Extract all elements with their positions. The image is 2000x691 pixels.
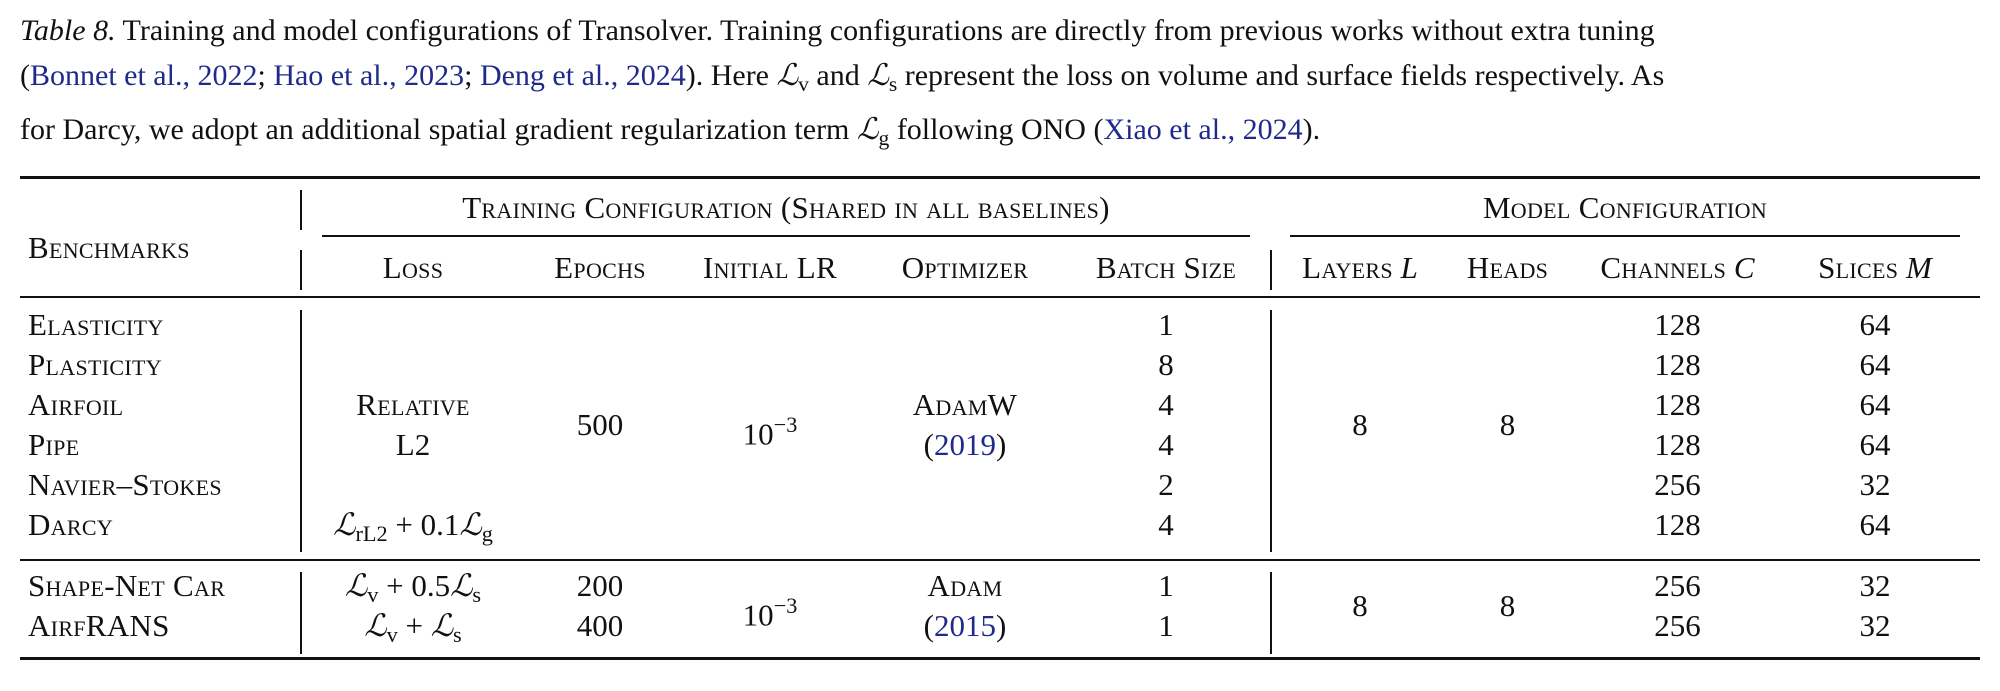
group1-heads: 8 — [1499, 407, 1516, 442]
header-optimizer: Optimizer — [901, 250, 1029, 285]
batch-shapenet-car: 1 — [1158, 568, 1174, 603]
header-batch-size: Batch Size — [1095, 250, 1237, 285]
model-group-underline — [1290, 235, 1960, 237]
slices-elasticity: 64 — [1859, 307, 1891, 342]
slices-pipe: 64 — [1859, 427, 1891, 462]
citation-deng[interactable]: Deng et al., 2024 — [479, 59, 686, 92]
group1-epochs: 500 — [576, 407, 624, 442]
batch-darcy: 4 — [1158, 507, 1174, 542]
group-separator-rule — [20, 559, 1980, 561]
citation-adamw[interactable]: 2019 — [934, 427, 996, 462]
channels-airfrans: 256 — [1654, 608, 1701, 643]
channels-darcy: 128 — [1654, 507, 1701, 542]
group2-optimizer: Adam — [927, 568, 1003, 603]
batch-pipe: 4 — [1158, 427, 1174, 462]
slices-navier-stokes: 32 — [1859, 467, 1891, 502]
batch-navier-stokes: 2 — [1158, 467, 1174, 502]
table-caption: Table 8. Training and model configurations of Transolver. Training configurations are directly from previous works without extra tuning (Bonnet et al., 2022; Hao et al., 2023; Deng et al., 2024). Here ℒ$_v$ and ℒ$_s$ represent the loss on volume and surface fields respectively. As for Darcy, we adopt an additional spatial gradient regularization term ℒ$_g$ following ONO (Xiao et al., 2024). — [20, 14, 1665, 151]
batch-airfrans: 1 — [1158, 608, 1174, 643]
citation-adam[interactable]: 2015 — [934, 608, 996, 643]
caption-text: Training and model configurations of Transolver. Training configurations are directly from previous works without extra tuning — [115, 14, 1655, 47]
slices-shapenet-car: 32 — [1859, 568, 1891, 603]
row-name-airfoil: Airfoil — [28, 387, 124, 422]
header-model-group: Model Configuration — [1482, 190, 1768, 225]
volume-loss-symbol: ℒ$_v$ — [776, 59, 809, 97]
header-heads: Heads — [1466, 250, 1549, 285]
slices-plasticity: 64 — [1859, 347, 1891, 382]
group2-optimizer-year: (2015) — [923, 608, 1007, 643]
row-name-darcy: Darcy — [28, 507, 114, 542]
batch-plasticity: 8 — [1158, 347, 1174, 382]
channels-navier-stokes: 256 — [1654, 467, 1701, 502]
row-name-plasticity: Plasticity — [28, 347, 162, 382]
epochs-shapenet-car: 200 — [576, 568, 624, 603]
header-channels: Channels C — [1600, 250, 1755, 285]
channels-elasticity: 128 — [1654, 307, 1701, 342]
shapenet-car-loss: ℒ$_v$ + 0.5ℒ$_s$ — [344, 568, 482, 608]
header-benchmarks: Benchmarks — [28, 230, 190, 265]
row-name-elasticity: Elasticity — [28, 307, 164, 342]
epochs-airfrans: 400 — [576, 608, 624, 643]
channels-airfoil: 128 — [1654, 387, 1701, 422]
table-bottom-rule — [20, 657, 1980, 660]
airfrans-loss: ℒ$_v$ + ℒ$_s$ — [364, 608, 462, 648]
group2-layers: 8 — [1352, 588, 1368, 623]
group1-layers: 8 — [1352, 407, 1368, 442]
header-bottom-rule — [20, 296, 1980, 298]
training-group-underline — [322, 235, 1250, 237]
surface-loss-symbol: ℒ$_s$ — [867, 59, 898, 97]
header-training-group: Training Configuration (Shared in all baselines) — [462, 190, 1110, 225]
caption-label: Table 8. — [20, 14, 116, 47]
row-name-pipe: Pipe — [28, 427, 80, 462]
row-name-airfrans: AirfRANS — [28, 608, 170, 643]
group1-loss-line1: Relative — [356, 387, 470, 422]
header-epochs: Epochs — [554, 250, 646, 285]
citation-hao[interactable]: Hao et al., 2023 — [273, 59, 465, 92]
group1-optimizer: AdamW — [912, 387, 1018, 422]
group1-loss-line2: L2 — [395, 427, 431, 462]
slices-airfrans: 32 — [1859, 608, 1891, 643]
header-loss: Loss — [382, 250, 444, 285]
row-name-shapenet-car: Shape-Net Car — [28, 568, 226, 603]
row-name-navier-stokes: Navier–Stokes — [28, 467, 222, 502]
header-layers: Layers L — [1302, 250, 1418, 285]
batch-airfoil: 4 — [1158, 387, 1174, 422]
channels-shapenet-car: 256 — [1654, 568, 1701, 603]
group2-heads: 8 — [1499, 588, 1516, 623]
header-slices: Slices M — [1818, 250, 1932, 285]
darcy-loss: ℒ$_{rL2}$ + 0.1ℒ$_g$ — [333, 507, 493, 547]
gradient-loss-symbol: ℒ$_g$ — [856, 113, 890, 151]
channels-pipe: 128 — [1654, 427, 1701, 462]
table-top-rule — [20, 176, 1980, 179]
slices-airfoil: 64 — [1859, 387, 1891, 422]
citation-xiao[interactable]: Xiao et al., 2024 — [1103, 113, 1303, 147]
vline-header-top — [300, 190, 302, 230]
slices-darcy: 64 — [1859, 507, 1891, 542]
group1-initial-lr: $10^{-3}$ — [742, 412, 798, 452]
citation-bonnet[interactable]: Bonnet et al., 2022 — [30, 59, 258, 92]
group2-initial-lr: $10^{-3}$ — [742, 593, 798, 633]
channels-plasticity: 128 — [1654, 347, 1701, 382]
group1-optimizer-year: (2019) — [923, 427, 1007, 462]
header-initial-lr: Initial LR — [703, 250, 837, 285]
batch-elasticity: 1 — [1158, 307, 1174, 342]
